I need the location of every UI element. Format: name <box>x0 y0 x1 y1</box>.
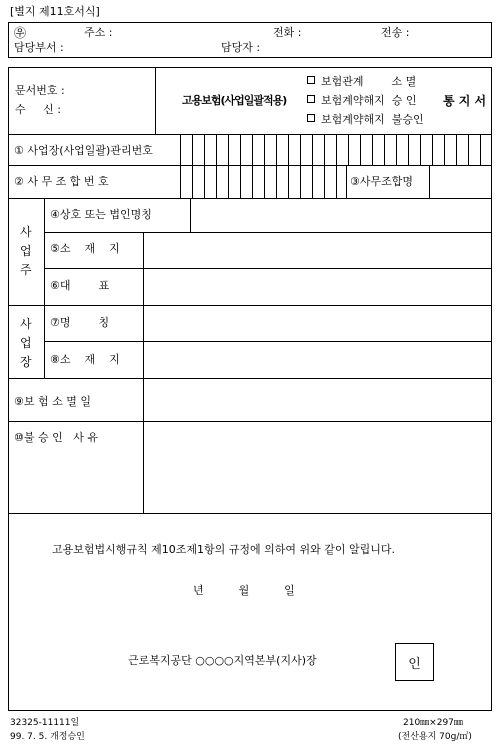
row1-label: ① 사업장(사업일괄)관리번호 <box>14 144 153 157</box>
digit-cell-divider <box>300 165 301 198</box>
row2-label: ② 사 무 조 합 번 호 <box>14 175 109 188</box>
digit-cell-divider <box>192 134 193 165</box>
digit-cell-divider <box>276 165 277 198</box>
divider <box>8 165 492 166</box>
digit-cell-divider <box>252 165 253 198</box>
digit-cell-divider <box>312 165 313 198</box>
seal-symbol: ㉾ <box>14 26 27 40</box>
digit-cell-divider <box>372 134 373 165</box>
approval-date: 99. 7. 5. 개정승인 <box>10 732 85 742</box>
digit-cell-divider <box>456 134 457 165</box>
digit-cell-divider <box>288 134 289 165</box>
site-group-label-1: 사 <box>20 317 32 331</box>
digit-cell-divider <box>300 134 301 165</box>
divider <box>44 268 492 269</box>
divider <box>8 305 492 306</box>
digit-cell-divider <box>324 134 325 165</box>
divider <box>44 198 45 378</box>
digit-cell-divider <box>288 165 289 198</box>
phone-label: 전화 : <box>273 26 302 39</box>
option-rejection <box>307 114 424 125</box>
digit-cell-divider <box>360 134 361 165</box>
digit-cell-divider <box>420 134 421 165</box>
digit-cell-divider <box>444 134 445 165</box>
divider <box>8 378 492 379</box>
site-group-label-3: 장 <box>20 355 32 369</box>
digit-cell-divider <box>192 165 193 198</box>
row4-label: ④상호 또는 법인명칭 <box>50 208 152 221</box>
option-label: 보험계약해지 불승인 <box>321 113 424 126</box>
digit-cell-divider <box>432 134 433 165</box>
digit-cell-divider <box>324 165 325 198</box>
option-approval <box>307 95 417 106</box>
digit-cell-divider <box>240 134 241 165</box>
issuer-name: 근로복지공단 ○○○○지역본부(지사)장 <box>128 654 317 667</box>
checkbox-icon <box>307 95 315 103</box>
digit-cell-divider <box>408 134 409 165</box>
employer-group-label-1: 사 <box>20 225 32 239</box>
digit-cell-divider <box>264 165 265 198</box>
divider <box>8 513 492 514</box>
divider <box>8 421 492 422</box>
fax-label: 전송 : <box>381 26 410 39</box>
digit-cell-divider <box>240 165 241 198</box>
digit-cell-divider <box>336 134 337 165</box>
digit-cell-divider <box>348 134 349 165</box>
divider <box>44 232 492 233</box>
digit-cell-divider <box>312 134 313 165</box>
row7-label: ⑦명 칭 <box>50 316 110 329</box>
address-label: 주소 : <box>84 26 113 39</box>
digit-cell-divider <box>228 165 229 198</box>
employer-group-label-2: 업 <box>20 244 32 258</box>
checkbox-icon <box>307 114 315 122</box>
digit-cell-divider <box>480 134 481 165</box>
divider <box>44 341 492 342</box>
dept-label: 담당부서 : <box>14 41 64 54</box>
digit-cell-divider <box>228 134 229 165</box>
checkbox-icon <box>307 76 315 84</box>
row8-label: ⑧소 재 지 <box>50 353 120 366</box>
notice-date: 년 월 일 <box>193 584 295 597</box>
digit-cell-divider <box>216 165 217 198</box>
divider <box>155 67 156 134</box>
notice-text: 고용보험법시행규칙 제10조제1항의 규정에 의하여 위와 같이 알립니다. <box>52 543 395 556</box>
row5-label: ⑤소 재 지 <box>50 242 120 255</box>
divider <box>190 198 191 232</box>
divider <box>143 378 144 513</box>
title-left: 고용보험(사업일괄적용) <box>182 94 287 107</box>
row3-label: ③사무조합명 <box>350 175 413 188</box>
paper-spec: (전산용지 70g/㎡) <box>398 732 472 742</box>
digit-cell-divider <box>204 134 205 165</box>
site-group-label-2: 업 <box>20 336 32 350</box>
option-extinction <box>307 76 416 87</box>
digit-cell-divider <box>396 134 397 165</box>
divider <box>429 165 430 198</box>
digit-cell-divider <box>384 134 385 165</box>
digit-cell-divider <box>276 134 277 165</box>
officer-label: 담당자 : <box>221 41 261 54</box>
digit-cell-divider <box>216 134 217 165</box>
stamp-label: 인 <box>408 656 421 672</box>
divider <box>8 198 492 199</box>
digit-cell-divider <box>252 134 253 165</box>
option-label: 보험관계 소 멸 <box>321 75 417 88</box>
paper-size: 210㎜×297㎜ <box>403 718 463 728</box>
option-label: 보험계약해지 승 인 <box>321 94 417 107</box>
form-code: 32325-11111일 <box>10 718 80 728</box>
recipient-label: 수 신 : <box>15 103 61 116</box>
seal-stamp-box <box>395 643 434 681</box>
divider <box>180 134 181 198</box>
row10-label: ⑩불 승 인 사 유 <box>14 431 98 444</box>
form-tag: [별지 제11호서식] <box>10 5 100 18</box>
digit-cell-divider <box>468 134 469 165</box>
row9-label: ⑨보 험 소 멸 일 <box>14 395 91 408</box>
doc-number-label: 문서번호 : <box>15 84 65 97</box>
row6-label: ⑥대 표 <box>50 279 110 292</box>
digit-cell-divider <box>336 165 337 198</box>
divider <box>346 165 347 198</box>
digit-cell-divider <box>264 134 265 165</box>
employer-group-label-3: 주 <box>20 263 32 277</box>
title-right: 통 지 서 <box>443 94 487 108</box>
digit-cell-divider <box>204 165 205 198</box>
